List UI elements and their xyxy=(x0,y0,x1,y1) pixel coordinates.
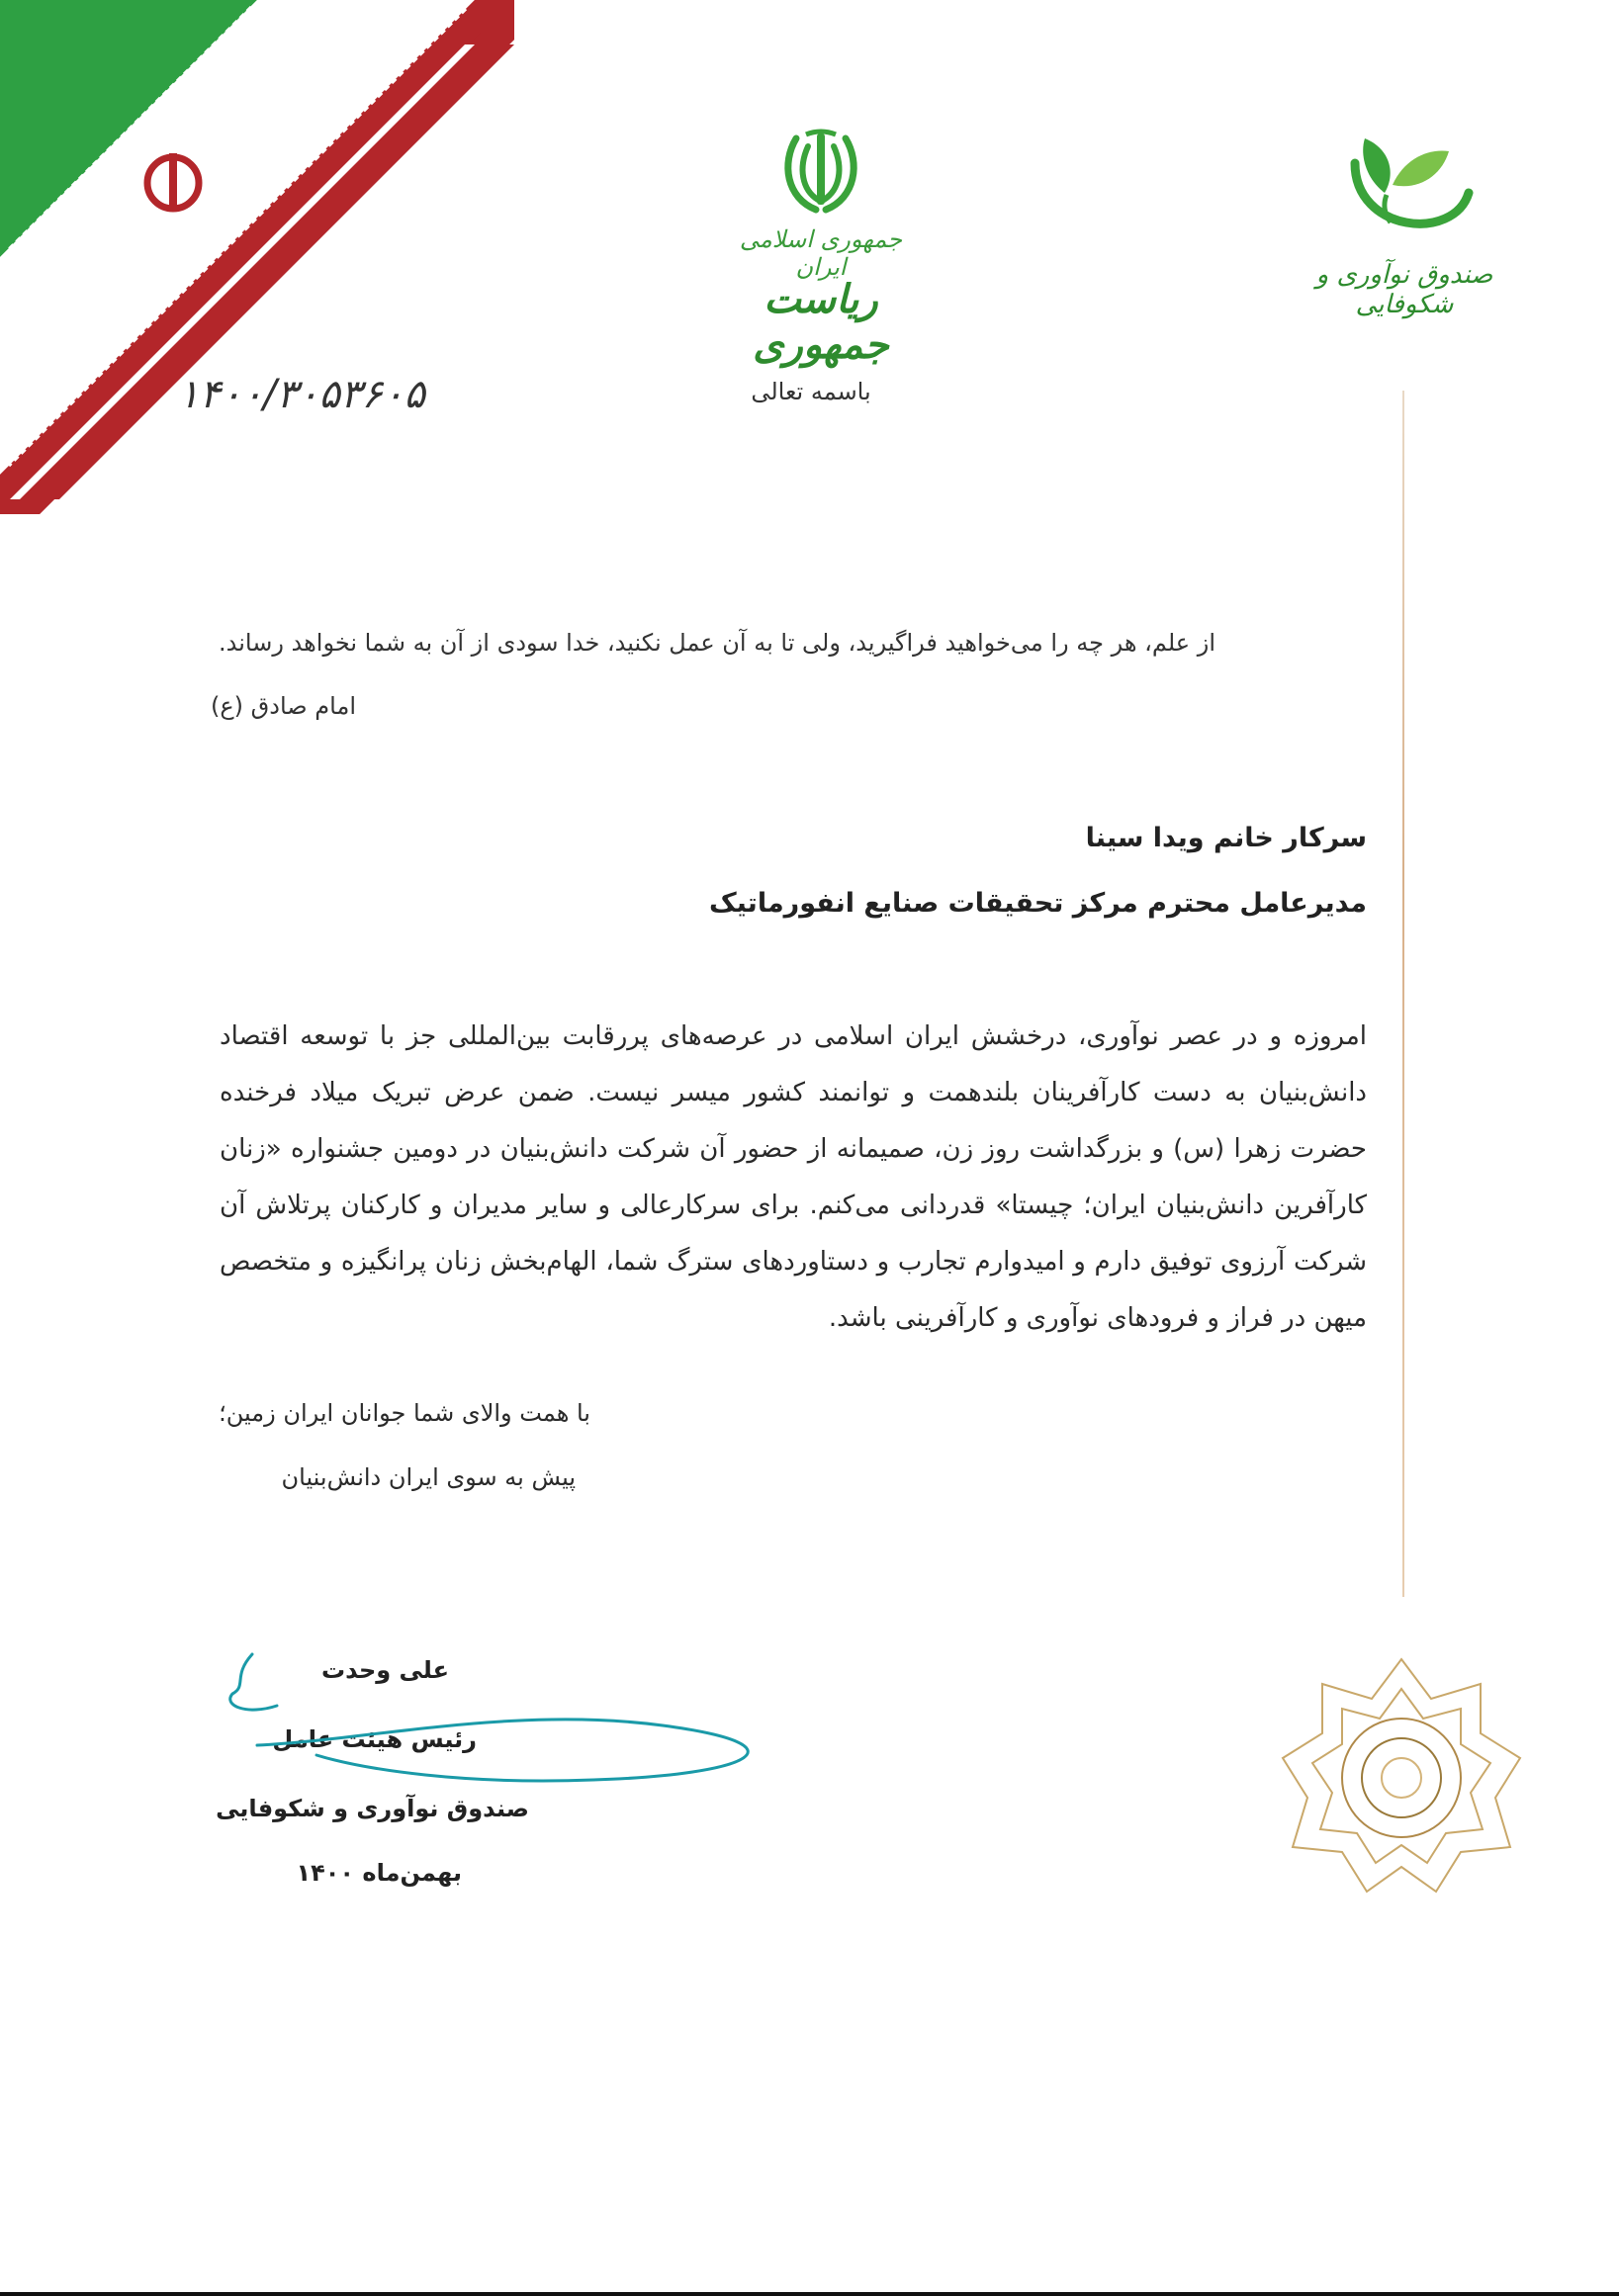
signer-role: رئیس هیئت عامل xyxy=(272,1725,477,1753)
recipient-name: سرکار خانم ویدا سینا xyxy=(1085,823,1367,853)
signer-organization: صندوق نوآوری و شکوفایی xyxy=(216,1795,529,1822)
decorative-rosette-icon xyxy=(1271,1651,1533,1903)
vertical-divider xyxy=(1402,391,1404,1597)
quote-author: امام صادق (ع) xyxy=(211,692,356,720)
flag-red-band xyxy=(0,0,514,514)
invocation: باسمه تعالی xyxy=(751,378,871,405)
closing-line-1: با همت والای شما جوانان ایران زمین؛ xyxy=(219,1399,590,1427)
presidency-logo xyxy=(722,129,920,368)
closing-line-2: پیش به سوی ایران دانش‌بنیان xyxy=(281,1463,576,1491)
bottom-border xyxy=(0,2292,1619,2296)
quote-text: از علم، هر چه را می‌خواهید فراگیرید، ولی تا به آن عمل نکنید، خدا سودی از آن به شما نخواهد رساند. xyxy=(218,629,1215,657)
letter-body: امروزه و در عصر نوآوری، درخشش ایران اسلامی در عرصه‌های پررقابت بین‌المللی جز با توسعه اقتصاد دانش‌بنیان به دست کارآفرینان بلندهمت و توانمند کشور میسر نیست. ضمن عرض تبریک میلاد فرخنده حضرت زهرا (س) و بزرگداشت روز زن، صمیمانه از حضور آن شرکت دانش‌بنیان در دومین جشنواره «زنان کارآفرین دانش‌بنیان ایران؛ چیستا» قدردانی می‌کنم. برای سرکارعالی و سایر مدیران و کارکنان پرتلاش آن شرکت آرزوی توفیق دارم و امیدوارم تجارب و دستاوردهای سترگ شما، الهام‌بخش زنان پرانگیزه و متخصص میهن در فراز و فرودهای نوآوری و کارآفرینی باشد. xyxy=(220,1021,1367,1333)
reference-number: ۱۴۰۰/۳۰۵۳۶۰۵ xyxy=(178,372,425,417)
leaf-logo-icon xyxy=(1335,124,1474,262)
letter-date: بهمن‌ماه ۱۴۰۰ xyxy=(296,1859,462,1887)
signer-name: علی وحدت xyxy=(320,1656,449,1684)
fund-name: صندوق نوآوری و شکوفایی xyxy=(1315,260,1493,319)
recipient-title: مدیرعامل محترم مرکز تحقیقات صنایع انفورماتیک xyxy=(709,888,1367,919)
logo-line-2: ریاست جمهوری xyxy=(753,277,889,368)
handwritten-signature xyxy=(218,1646,811,1834)
iran-emblem-icon xyxy=(776,129,865,218)
innovation-fund-logo xyxy=(1305,124,1503,321)
logo-line-1: جمهوری اسلامی ایران xyxy=(739,225,903,281)
